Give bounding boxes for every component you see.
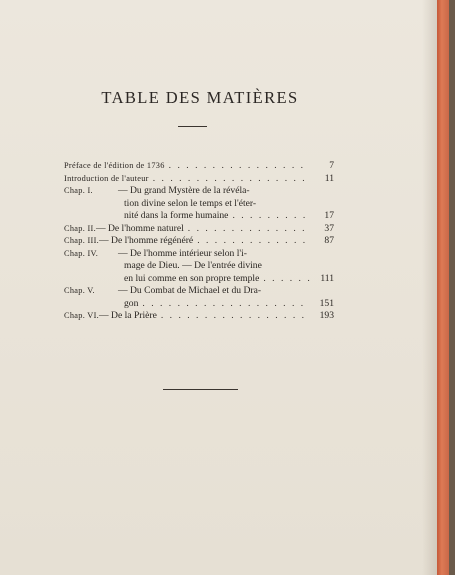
chapter-title-line: — De l'homme naturel xyxy=(95,222,184,234)
edge-shadow xyxy=(449,0,455,575)
chapter-number: Chap. IV. xyxy=(64,248,99,258)
toc-entry-chapter-4 xyxy=(64,248,334,261)
chapter-title-line: — Du Combat de Michael et du Dra- xyxy=(118,285,262,296)
book-edge xyxy=(437,0,449,575)
dot-leader xyxy=(138,298,310,311)
title-divider xyxy=(178,126,207,127)
bottom-divider xyxy=(163,389,238,390)
dot-leader xyxy=(184,223,310,236)
toc-entry-label: Introduction de l'auteur xyxy=(64,173,149,183)
toc-entry-chapter-2 xyxy=(64,223,334,236)
toc-entry-chapter-3 xyxy=(64,235,334,248)
dot-leader xyxy=(149,173,310,186)
chapter-number: Chap. VI. xyxy=(64,311,100,320)
chapter-number: Chap. II. xyxy=(64,223,96,233)
toc-page-number: 17 xyxy=(324,210,334,221)
toc-entry-chapter-1 xyxy=(64,185,334,198)
toc-entry-continuation xyxy=(64,198,334,211)
chapter-title-line: — De l'homme intérieur selon l'i- xyxy=(118,247,247,259)
toc-entry-continuation xyxy=(64,260,334,273)
page-title: TABLE DES MATIÈRES xyxy=(101,88,299,107)
toc-page-number: 11 xyxy=(324,172,334,184)
toc-entry-chapter-5 xyxy=(64,285,334,298)
chapter-title-line: gon xyxy=(124,297,139,309)
dot-leader xyxy=(259,273,310,286)
toc-page-number: 7 xyxy=(329,160,334,171)
dot-leader xyxy=(228,210,310,223)
chapter-number: Chap. V. xyxy=(64,286,95,295)
chapter-title-line: — Du grand Mystère de la révéla- xyxy=(118,185,250,196)
chapter-title-line: mage de Dieu. — De l'entrée divine xyxy=(124,260,262,271)
table-of-contents xyxy=(64,160,334,323)
chapter-title-line: — De la Prière xyxy=(99,310,157,321)
toc-entry-label: Préface de l'édition de 1736 xyxy=(64,161,165,170)
toc-page-number: 151 xyxy=(319,297,334,309)
chapter-title-line: tion divine selon le temps et l'éter- xyxy=(124,197,257,209)
chapter-number: Chap. III. xyxy=(64,236,100,245)
toc-page-number: 87 xyxy=(324,235,334,246)
chapter-title-line: en lui comme en son propre temple xyxy=(124,272,260,284)
toc-entry-chapter-6 xyxy=(64,310,334,323)
toc-entry-continuation xyxy=(64,210,334,223)
toc-page-number: 193 xyxy=(319,310,334,321)
toc-page-number: 37 xyxy=(324,222,334,234)
toc-page-number: 111 xyxy=(320,272,334,284)
dot-leader xyxy=(157,310,310,323)
chapter-title-line: — De l'homme régénéré xyxy=(99,235,194,246)
chapter-title-line: nité dans la forme humaine xyxy=(124,210,229,221)
toc-entry-continuation xyxy=(64,298,334,311)
toc-entry-introduction xyxy=(64,173,334,186)
toc-entry-continuation xyxy=(64,273,334,286)
chapter-number: Chap. I. xyxy=(64,186,93,195)
dot-leader xyxy=(165,160,310,173)
dot-leader xyxy=(193,235,310,248)
toc-entry-preface xyxy=(64,160,334,173)
